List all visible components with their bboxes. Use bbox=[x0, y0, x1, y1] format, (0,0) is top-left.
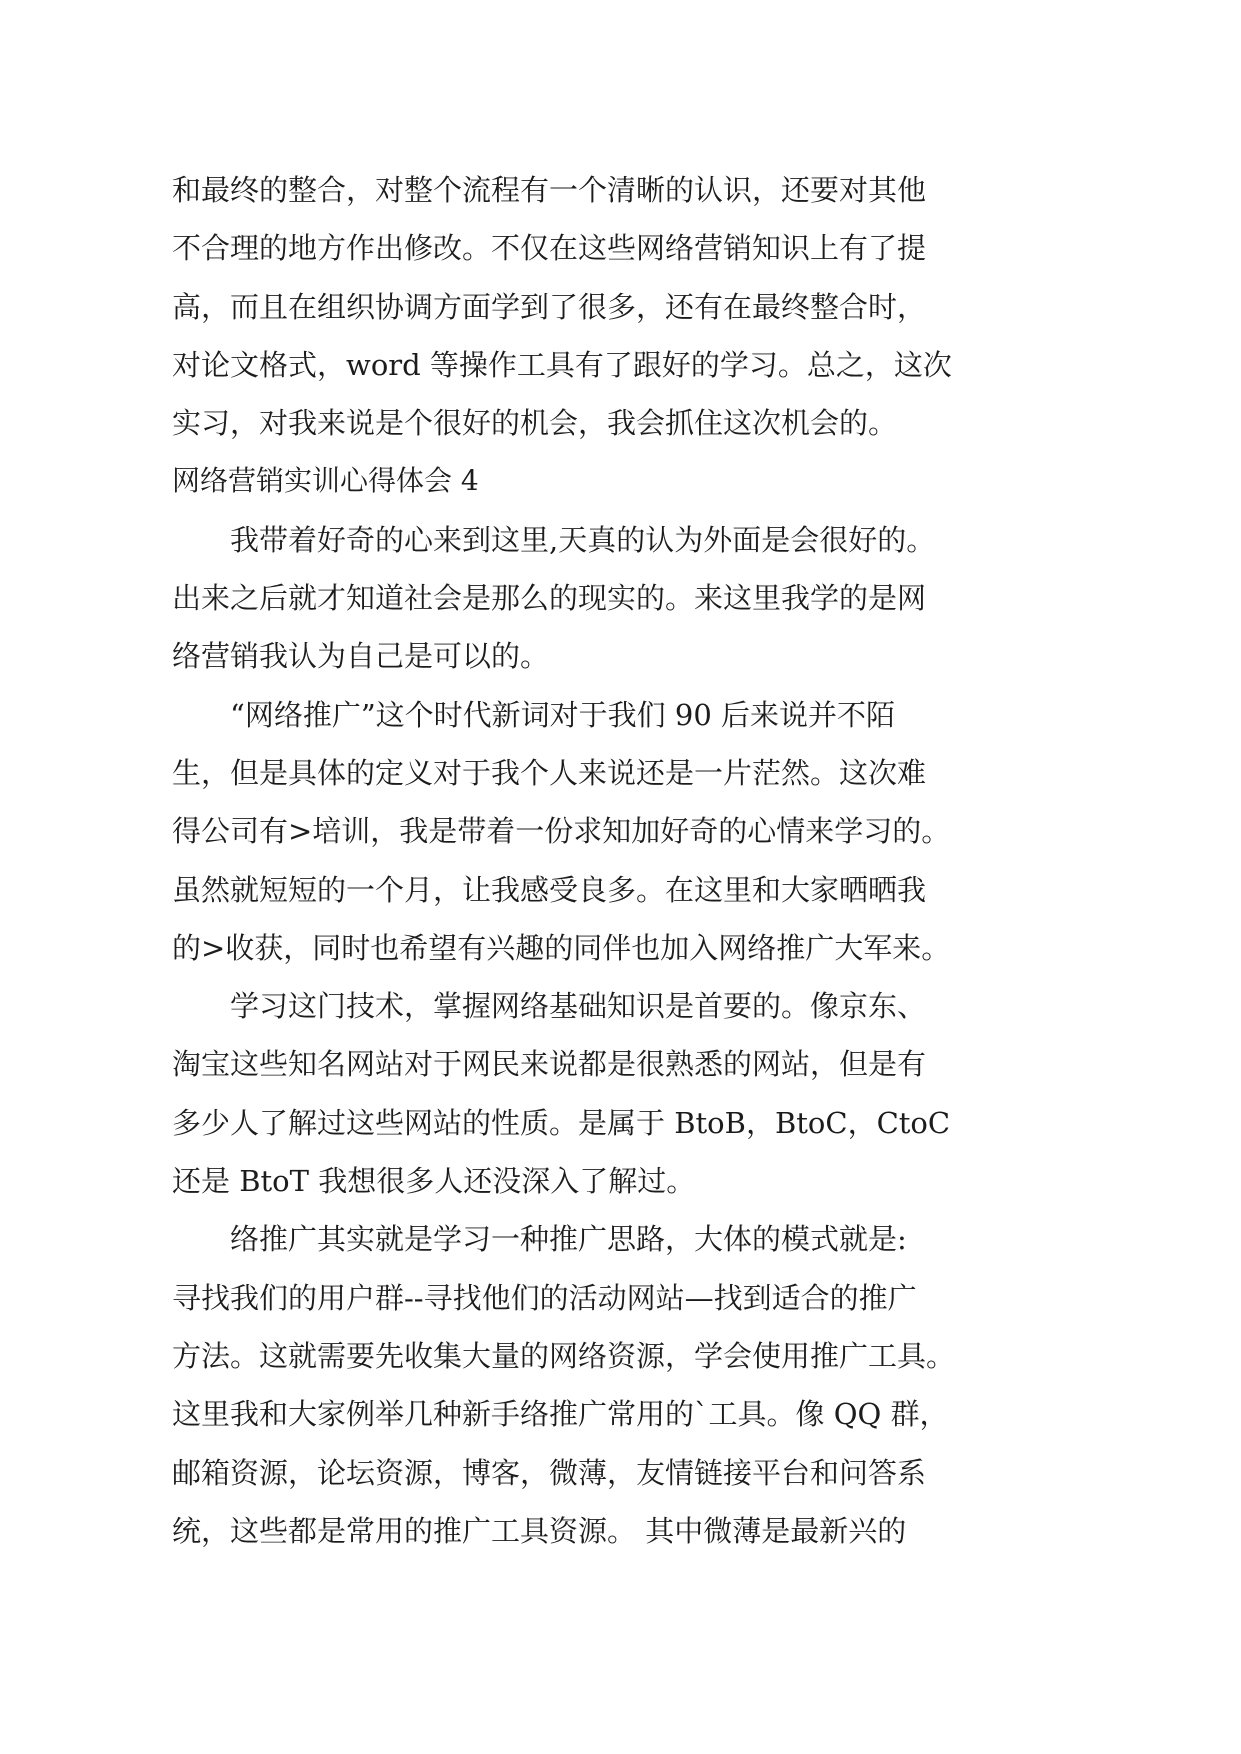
body-text-line: 这里我和大家例举几种新手络推广常用的`工具。像 QQ 群， bbox=[172, 1397, 949, 1432]
body-text-line: 寻找我们的用户群--寻找他们的活动网站—找到适合的推广 bbox=[172, 1280, 917, 1315]
body-text-line: “网络推广”这个时代新词对于我们 90 后来说并不陌 bbox=[230, 697, 895, 732]
document-body bbox=[172, 161, 1072, 1560]
body-text-line: 不合理的地方作出修改。不仅在这些网络营销知识上有了提 bbox=[172, 231, 927, 266]
body-text-line: 学习这门技术，掌握网络基础知识是首要的。像京东、 bbox=[230, 989, 927, 1024]
body-text-line: 高，而且在组织协调方面学到了很多，还有在最终整合时， bbox=[172, 289, 927, 324]
body-text-line: 对论文格式，word 等操作工具有了跟好的学习。总之，这次 bbox=[172, 347, 952, 382]
body-text-line: 方法。这就需要先收集大量的网络资源，学会使用推广工具。 bbox=[172, 1338, 956, 1373]
body-text-line: 淘宝这些知名网站对于网民来说都是很熟悉的网站，但是有 bbox=[172, 1047, 927, 1082]
body-text-line: 实习，对我来说是个很好的机会，我会抓住这次机会的。 bbox=[172, 406, 898, 441]
paragraph bbox=[172, 1210, 1072, 1560]
body-text-line: 络推广其实就是学习一种推广思路，大体的模式就是: bbox=[230, 1222, 907, 1257]
body-text-line: 我带着好奇的心来到这里,天真的认为外面是会很好的。 bbox=[230, 522, 936, 557]
paragraph bbox=[172, 686, 1072, 977]
body-text-line: 络营销我认为自己是可以的。 bbox=[172, 639, 550, 674]
body-text-line: 虽然就短短的一个月，让我感受良多。在这里和大家晒晒我 bbox=[172, 872, 927, 907]
body-text-line: 的>收获，同时也希望有兴趣的同伴也加入网络推广大军来。 bbox=[172, 930, 951, 965]
body-text-line: 邮箱资源，论坛资源，博客，微薄，友情链接平台和问答系 bbox=[172, 1455, 927, 1490]
body-text-line: 生，但是具体的定义对于我个人来说还是一片茫然。这次难 bbox=[172, 755, 927, 790]
body-text-line: 还是 BtoT 我想很多人还没深入了解过。 bbox=[172, 1164, 696, 1199]
section-title: 网络营销实训心得体会 4 bbox=[172, 464, 479, 498]
body-text-line: 得公司有>培训，我是带着一份求知加好奇的心情来学习的。 bbox=[172, 814, 951, 849]
body-text-line: 统，这些都是常用的推广工具资源。 其中微薄是最新兴的 bbox=[172, 1513, 907, 1548]
continued-paragraph bbox=[172, 161, 1072, 452]
body-text-line: 多少人了解过这些网站的性质。是属于 BtoB，BtoC，CtoC bbox=[172, 1105, 951, 1140]
paragraph bbox=[172, 511, 1072, 686]
paragraph bbox=[172, 977, 1072, 1210]
body-text-line: 出来之后就才知道社会是那么的现实的。来这里我学的是网 bbox=[172, 581, 927, 616]
body-text-line: 和最终的整合，对整个流程有一个清晰的认识，还要对其他 bbox=[172, 173, 927, 207]
